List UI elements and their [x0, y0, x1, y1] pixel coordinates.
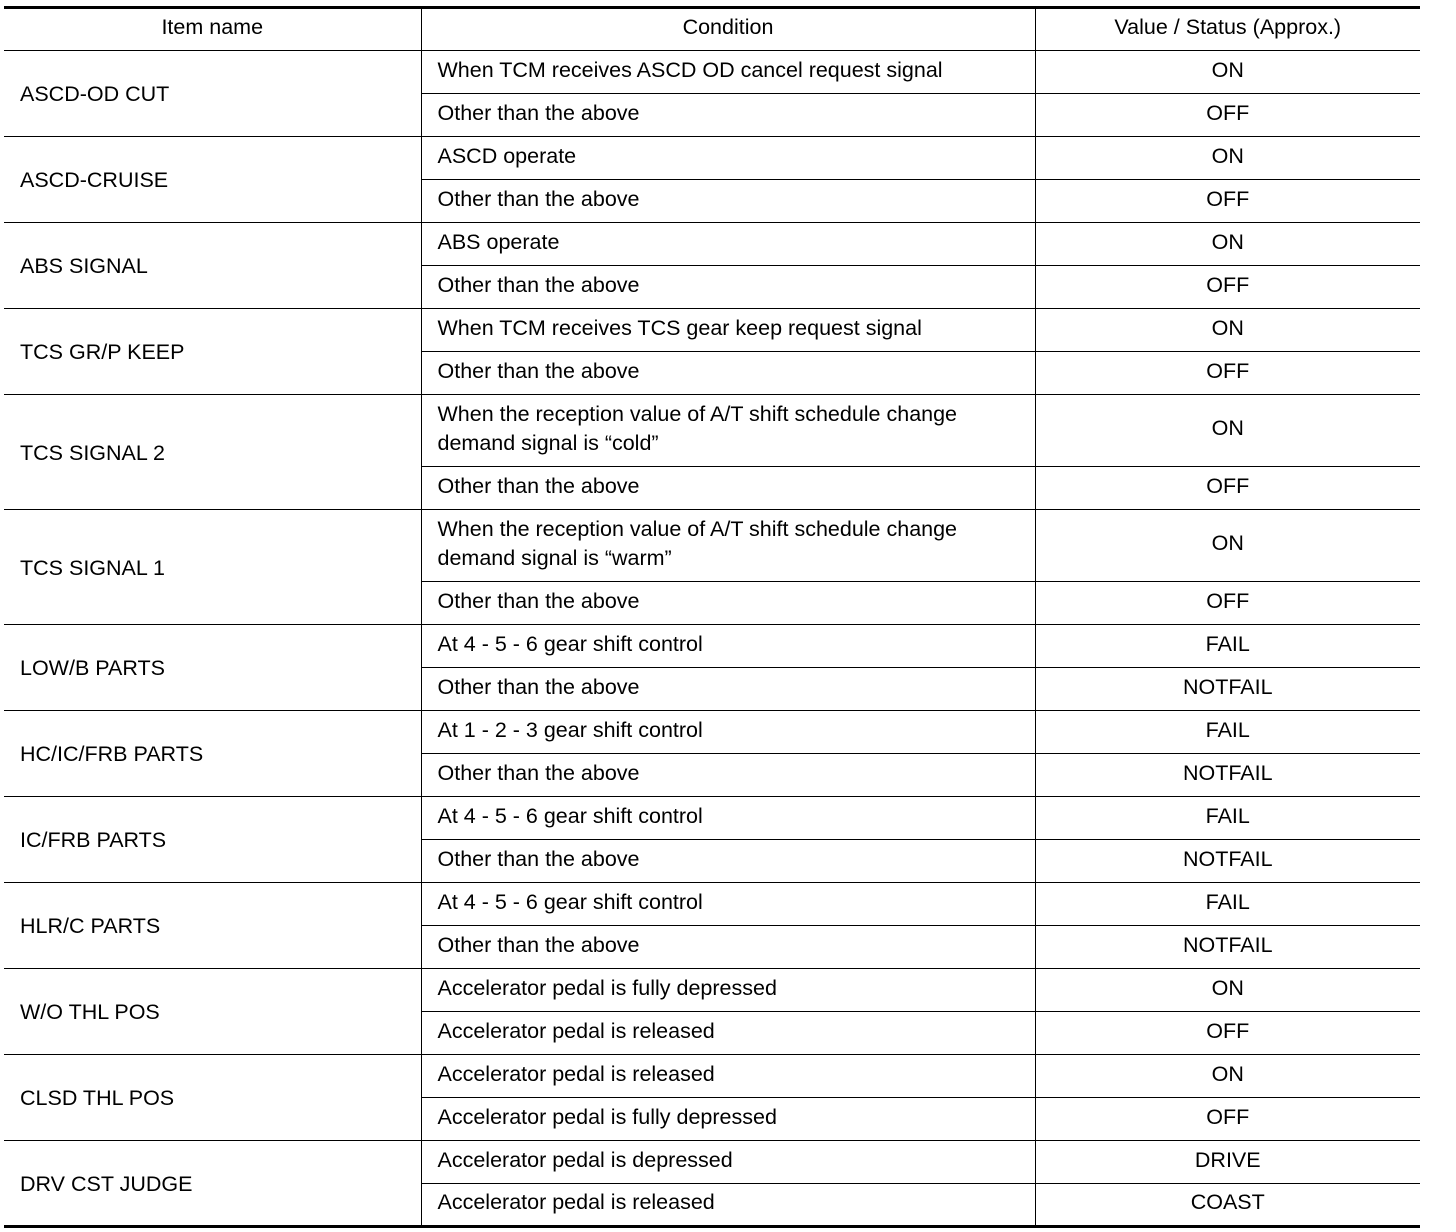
item-name-cell: ABS SIGNAL [4, 223, 421, 309]
item-name-cell: ASCD-OD CUT [4, 51, 421, 137]
table-row [4, 137, 1420, 180]
condition-cell: When TCM receives TCS gear keep request signal [421, 309, 1035, 352]
value-status-cell: OFF [1035, 94, 1420, 137]
value-status-cell: OFF [1035, 266, 1420, 309]
table-row [4, 883, 1420, 926]
value-status-cell: FAIL [1035, 883, 1420, 926]
table-row [4, 1055, 1420, 1098]
condition-cell: When TCM receives ASCD OD cancel request signal [421, 51, 1035, 94]
item-name-cell: W/O THL POS [4, 969, 421, 1055]
condition-cell: When the reception value of A/T shift schedule change demand signal is “cold” [421, 395, 1035, 467]
value-status-cell: DRIVE [1035, 1141, 1420, 1184]
value-status-cell: ON [1035, 1055, 1420, 1098]
item-name-cell: IC/FRB PARTS [4, 797, 421, 883]
table-row [4, 711, 1420, 754]
condition-cell: At 4 - 5 - 6 gear shift control [421, 625, 1035, 668]
condition-cell: At 1 - 2 - 3 gear shift control [421, 711, 1035, 754]
condition-cell: At 4 - 5 - 6 gear shift control [421, 797, 1035, 840]
value-status-cell: FAIL [1035, 711, 1420, 754]
spec-table [4, 6, 1420, 1228]
header-item-name: Item name [4, 8, 421, 51]
table-row [4, 51, 1420, 94]
header-row [4, 8, 1420, 51]
condition-cell: Accelerator pedal is released [421, 1055, 1035, 1098]
header-condition: Condition [421, 8, 1035, 51]
item-name-cell: DRV CST JUDGE [4, 1141, 421, 1227]
condition-cell: Other than the above [421, 926, 1035, 969]
condition-cell: At 4 - 5 - 6 gear shift control [421, 883, 1035, 926]
table-row [4, 969, 1420, 1012]
value-status-cell: FAIL [1035, 625, 1420, 668]
table-row [4, 625, 1420, 668]
item-name-cell: CLSD THL POS [4, 1055, 421, 1141]
value-status-cell: ON [1035, 51, 1420, 94]
table-row [4, 395, 1420, 467]
item-name-cell: HC/IC/FRB PARTS [4, 711, 421, 797]
value-status-cell: OFF [1035, 180, 1420, 223]
condition-cell: Accelerator pedal is released [421, 1012, 1035, 1055]
value-status-cell: NOTFAIL [1035, 754, 1420, 797]
condition-cell: Other than the above [421, 582, 1035, 625]
condition-cell: Accelerator pedal is fully depressed [421, 969, 1035, 1012]
header-value-status: Value / Status (Approx.) [1035, 8, 1420, 51]
value-status-cell: ON [1035, 223, 1420, 266]
value-status-cell: ON [1035, 395, 1420, 467]
item-name-cell: TCS GR/P KEEP [4, 309, 421, 395]
item-name-cell: LOW/B PARTS [4, 625, 421, 711]
table-header [4, 8, 1420, 51]
value-status-cell: OFF [1035, 467, 1420, 510]
value-status-cell: ON [1035, 309, 1420, 352]
value-status-cell: COAST [1035, 1184, 1420, 1227]
table-row [4, 510, 1420, 582]
condition-cell: ASCD operate [421, 137, 1035, 180]
item-name-cell: TCS SIGNAL 1 [4, 510, 421, 625]
condition-cell: Other than the above [421, 754, 1035, 797]
condition-cell: Other than the above [421, 266, 1035, 309]
condition-cell: Other than the above [421, 94, 1035, 137]
value-status-cell: OFF [1035, 582, 1420, 625]
condition-cell: Accelerator pedal is released [421, 1184, 1035, 1227]
value-status-cell: NOTFAIL [1035, 840, 1420, 883]
table-row [4, 797, 1420, 840]
condition-cell: Other than the above [421, 840, 1035, 883]
item-name-cell: HLR/C PARTS [4, 883, 421, 969]
value-status-cell: OFF [1035, 352, 1420, 395]
value-status-cell: ON [1035, 137, 1420, 180]
value-status-cell: FAIL [1035, 797, 1420, 840]
item-name-cell: TCS SIGNAL 2 [4, 395, 421, 510]
condition-cell: ABS operate [421, 223, 1035, 266]
condition-cell: Accelerator pedal is fully depressed [421, 1098, 1035, 1141]
item-name-cell: ASCD-CRUISE [4, 137, 421, 223]
value-status-cell: OFF [1035, 1098, 1420, 1141]
condition-cell: Accelerator pedal is depressed [421, 1141, 1035, 1184]
condition-cell: Other than the above [421, 668, 1035, 711]
table-row [4, 223, 1420, 266]
value-status-cell: ON [1035, 969, 1420, 1012]
value-status-cell: ON [1035, 510, 1420, 582]
value-status-cell: OFF [1035, 1012, 1420, 1055]
value-status-cell: NOTFAIL [1035, 926, 1420, 969]
table-row [4, 309, 1420, 352]
table-body [4, 51, 1420, 1227]
value-status-cell: NOTFAIL [1035, 668, 1420, 711]
table-row [4, 1141, 1420, 1184]
condition-cell: Other than the above [421, 352, 1035, 395]
condition-cell: When the reception value of A/T shift schedule change demand signal is “warm” [421, 510, 1035, 582]
condition-cell: Other than the above [421, 467, 1035, 510]
condition-cell: Other than the above [421, 180, 1035, 223]
